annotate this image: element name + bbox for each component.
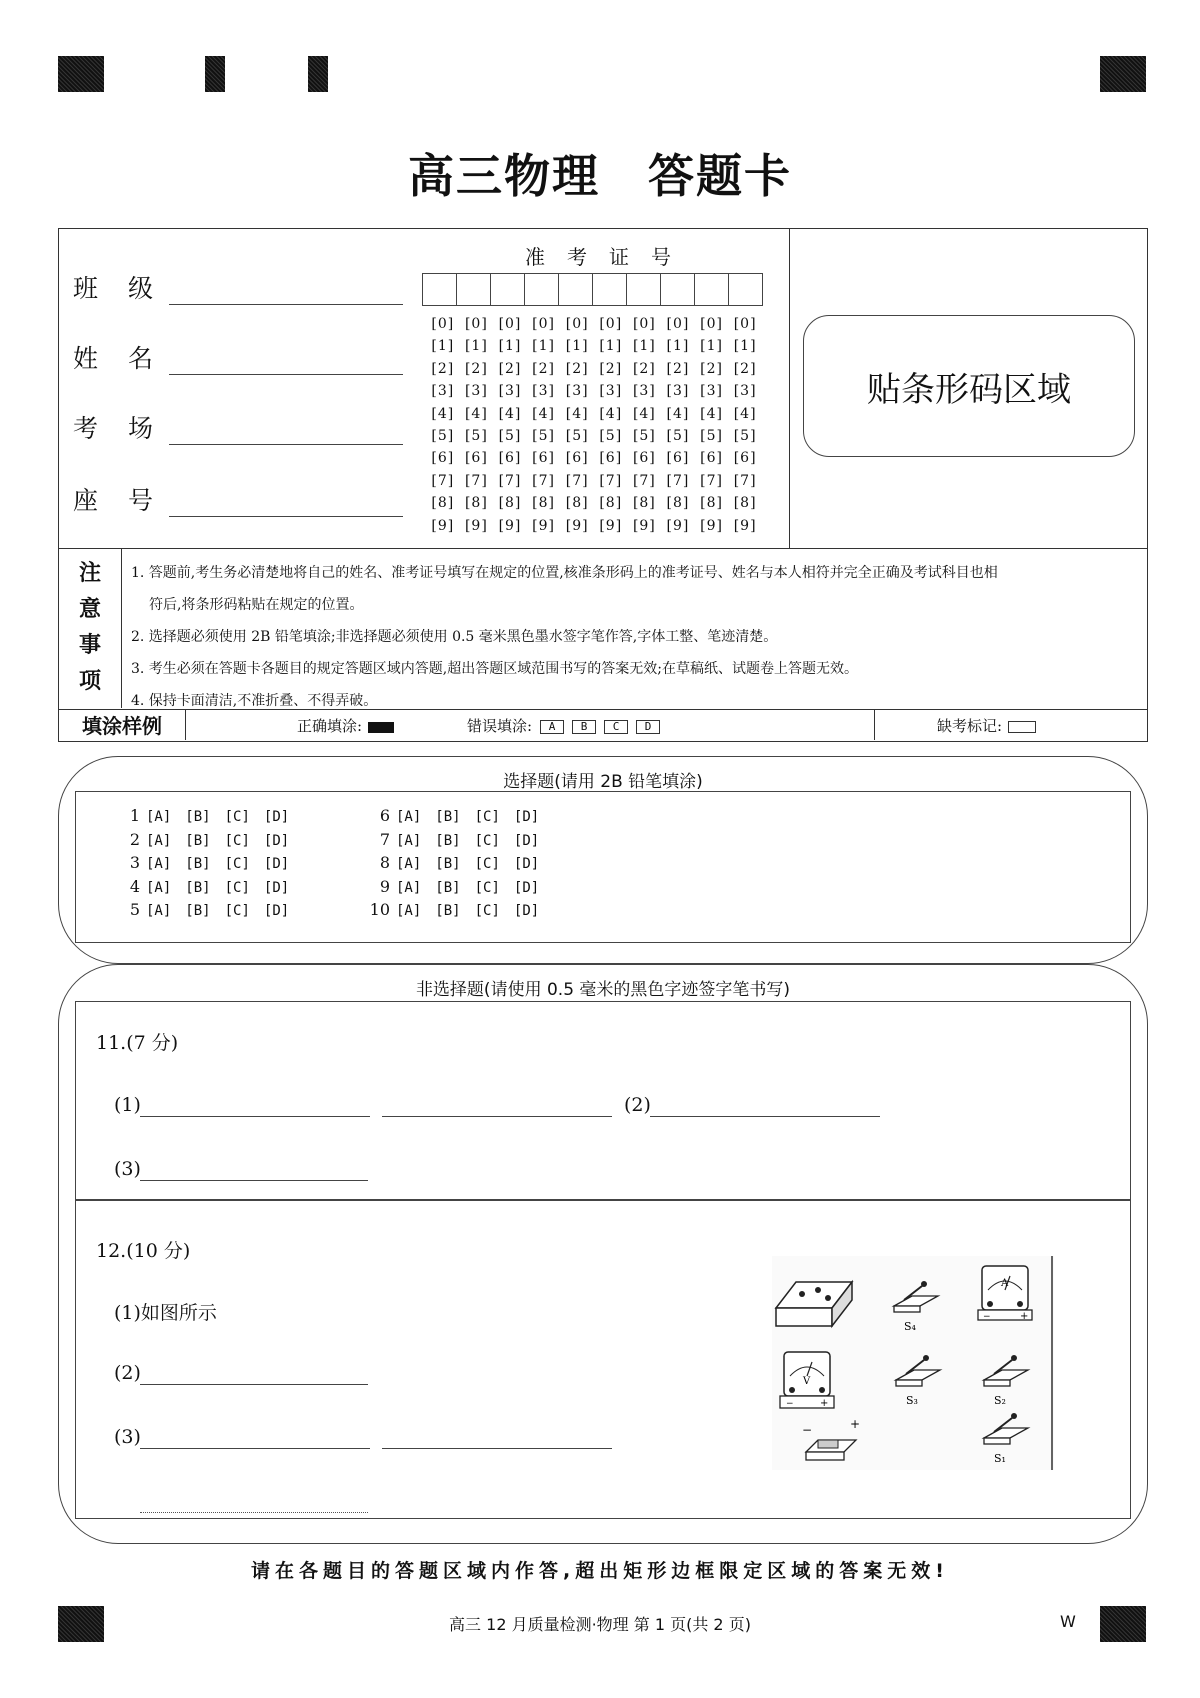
mc-question-row <box>368 829 553 853</box>
exam-number-bubble[interactable]: [6] <box>733 450 757 467</box>
exam-number-bubble[interactable]: [4] <box>431 405 455 422</box>
exam-number-bubble[interactable]: [9] <box>532 517 555 534</box>
mc-question-row <box>118 876 303 900</box>
exam-number-bubble[interactable]: [3] <box>632 383 656 400</box>
header-box <box>58 228 1148 742</box>
registration-mark-3 <box>308 56 328 92</box>
barcode-label: 贴条形码区域 <box>867 369 1071 410</box>
q12-part3-label: (3) <box>114 1426 141 1448</box>
exam-number-bubble[interactable]: [9] <box>700 517 723 534</box>
exam-number-bubble[interactable]: [3] <box>700 383 723 400</box>
exam-number-digit-box[interactable] <box>456 273 491 306</box>
mc-question-row <box>118 852 303 876</box>
mc-option-bubble[interactable]: [D] <box>263 879 290 896</box>
exam-number-bubble[interactable]: [2] <box>532 360 555 377</box>
exam-number-bubble[interactable]: [5] <box>431 427 455 444</box>
notice-item: 3. 考生必须在答题卡各题目的规定答题区域内答题,超出答题区域范围书写的答案无效;在草稿纸、试题卷上答题无效。 <box>131 661 858 677</box>
exam-room-field[interactable] <box>73 409 403 445</box>
mc-option-bubble[interactable]: [B] <box>185 856 211 872</box>
exam-number-bubble[interactable]: [2] <box>666 360 690 377</box>
exam-number-bubble[interactable]: [2] <box>632 360 656 377</box>
exam-number-bubble[interactable]: [5] <box>666 427 690 444</box>
exam-number-bubble[interactable]: [0] <box>532 316 555 332</box>
mc-question-row <box>368 805 553 829</box>
wrong-mark-line: D <box>636 720 660 734</box>
mc-option-bubble[interactable]: [B] <box>435 809 461 825</box>
exam-number-bubble[interactable]: [0] <box>632 316 656 332</box>
exam-number-boxes[interactable] <box>423 273 763 306</box>
ammeter-label: A <box>1001 1278 1009 1289</box>
q11-part3-answer[interactable] <box>140 1180 368 1181</box>
exam-number-bubble[interactable]: [9] <box>498 517 522 534</box>
notice-item: 4. 保持卡面清洁,不准折叠、不得弄破。 <box>131 693 378 709</box>
s3-label: S₃ <box>906 1394 918 1407</box>
exam-number-bubbles[interactable] <box>426 313 762 537</box>
mc-option-bubble[interactable]: [A] <box>396 809 422 825</box>
exam-number-bubble[interactable]: [1] <box>700 338 723 355</box>
fill-sample-label: 填涂样例 <box>59 709 186 740</box>
mc-question-number: 1 <box>129 806 140 825</box>
mc-option-bubble[interactable]: [C] <box>474 903 500 919</box>
exam-number-bubble[interactable]: [9] <box>666 517 690 534</box>
mc-option-bubble[interactable]: [B] <box>435 832 461 849</box>
exam-number-bubble[interactable]: [2] <box>431 360 455 377</box>
wrong-mark-circle: C <box>604 720 628 734</box>
mc-option-bubble[interactable]: [C] <box>474 856 500 872</box>
mc-option-bubble[interactable]: [C] <box>474 809 500 825</box>
q11-part1-label: (1) <box>114 1094 141 1116</box>
mc-option-bubble[interactable]: [A] <box>146 856 172 872</box>
notice-item: 2. 选择题必须使用 2B 铅笔填涂;非选择题必须使用 0.5 毫米黑色墨水签字笔作答,字体工整、笔迹清楚。 <box>131 629 778 645</box>
mc-option-bubble[interactable]: [A] <box>146 903 172 919</box>
mc-question-row <box>118 899 303 923</box>
exam-number-bubble[interactable]: [4] <box>666 405 690 422</box>
ammeter-minus: − <box>983 1312 991 1322</box>
exam-number-digit-box[interactable] <box>592 273 627 306</box>
exam-number-bubble[interactable]: [8] <box>666 495 690 512</box>
exam-number-bubble[interactable]: [2] <box>464 360 488 377</box>
exam-number-bubble[interactable]: [3] <box>464 383 488 400</box>
exam-number-bubble[interactable]: [6] <box>431 450 455 467</box>
exam-number-bubble[interactable]: [8] <box>431 495 455 512</box>
notice-char: 项 <box>78 669 101 694</box>
q12-part1-label: (1)如图所示 <box>114 1302 217 1324</box>
exam-number-bubble[interactable]: [7] <box>666 472 690 489</box>
notice-list <box>131 557 1131 717</box>
mc-question-row <box>368 852 553 876</box>
ammeter-icon <box>978 1266 1032 1322</box>
mc-option-bubble[interactable]: [C] <box>224 856 250 872</box>
exam-number-bubble[interactable]: [8] <box>700 495 723 512</box>
exam-number-bubble[interactable]: [0] <box>565 316 589 332</box>
exam-number-bubble[interactable]: [6] <box>632 450 656 467</box>
exam-number-bubble[interactable]: [8] <box>565 495 589 512</box>
exam-number-bubble[interactable]: [0] <box>498 316 522 332</box>
mc-option-bubble[interactable]: [B] <box>185 809 211 825</box>
page-footer: 高三 12 月质量检测·物理 第 1 页(共 2 页) <box>449 1615 751 1634</box>
mc-option-bubble[interactable]: [C] <box>474 832 500 849</box>
exam-number-digit-box[interactable] <box>558 273 593 306</box>
wrong-mark-check: A <box>540 720 564 734</box>
mc-option-bubble[interactable]: [C] <box>224 903 250 919</box>
mc-option-bubble[interactable]: [C] <box>224 809 250 825</box>
exam-number-bubble[interactable]: [4] <box>565 405 589 422</box>
mc-option-bubble[interactable]: [D] <box>513 856 540 872</box>
exam-number-bubble[interactable]: [6] <box>599 450 623 467</box>
footer-code: W <box>1060 1612 1076 1631</box>
exam-number-bubble[interactable]: [6] <box>565 450 589 467</box>
class-field[interactable] <box>73 269 403 305</box>
exam-number-bubble[interactable]: [9] <box>565 517 589 534</box>
exam-number-bubble[interactable]: [5] <box>498 427 522 444</box>
mc-option-bubble[interactable]: [A] <box>146 879 172 896</box>
multiple-choice-title: 选择题(请用 2B 铅笔填涂) <box>503 772 703 792</box>
exam-number-bubble[interactable]: [7] <box>464 472 488 489</box>
mc-question-number: 2 <box>129 829 140 849</box>
exam-number-bubble[interactable]: [9] <box>733 517 757 534</box>
name-label: 姓名 <box>73 344 184 373</box>
mc-option-bubble[interactable]: [D] <box>513 809 540 825</box>
exam-number-bubble[interactable]: [7] <box>532 472 555 489</box>
exam-number-digit-box[interactable] <box>626 273 661 306</box>
mc-question-row <box>118 829 303 853</box>
exam-number-bubble[interactable]: [0] <box>666 316 690 332</box>
answer-area-warning: 请在各题目的答题区域内作答,超出矩形边框限定区域的答案无效! <box>251 1560 949 1582</box>
q11-part3-label: (3) <box>114 1158 141 1180</box>
exam-number-bubble[interactable]: [3] <box>532 383 555 400</box>
mc-question-number: 4 <box>129 876 140 896</box>
mc-question-number: 5 <box>129 900 140 919</box>
absent-mark-label: 缺考标记: <box>937 717 1003 735</box>
mc-option-bubble[interactable]: [D] <box>513 832 540 849</box>
mc-question-number: 8 <box>379 853 390 872</box>
exam-number-bubble[interactable]: [9] <box>632 517 656 534</box>
page-title <box>0 140 1200 206</box>
exam-number-bubble[interactable]: [7] <box>599 472 623 489</box>
wrong-mark-cross: B <box>572 720 596 734</box>
q11-part1-answer-a[interactable] <box>140 1116 370 1117</box>
seat-field[interactable] <box>73 481 403 517</box>
exam-number-bubble[interactable]: [1] <box>632 338 656 355</box>
voltmeter-label: V <box>803 1376 811 1387</box>
mc-option-bubble[interactable]: [D] <box>263 856 290 872</box>
exam-room-label: 考场 <box>73 414 184 443</box>
mc-question-number: 9 <box>379 876 390 896</box>
exam-number-bubble[interactable]: [5] <box>700 427 723 444</box>
exam-number-bubble[interactable]: [4] <box>632 405 656 422</box>
exam-number-bubble[interactable]: [7] <box>700 472 723 489</box>
mc-option-bubble[interactable]: [A] <box>396 832 422 849</box>
exam-number-bubble[interactable]: [5] <box>532 427 555 444</box>
exam-number-bubble[interactable]: [0] <box>700 316 723 332</box>
rheostat-plus: + <box>850 1417 861 1431</box>
exam-number-bubble[interactable]: [3] <box>599 383 623 400</box>
mc-option-bubble[interactable]: [B] <box>435 856 461 872</box>
exam-number-bubble[interactable]: [3] <box>431 383 455 400</box>
exam-number-bubble[interactable]: [5] <box>464 427 488 444</box>
q12-part2-label: (2) <box>114 1362 141 1384</box>
exam-number-bubble[interactable]: [0] <box>733 316 757 332</box>
notice-item: 1. 答题前,考生务必清楚地将自己的姓名、准考证号填写在规定的位置,核准条形码上的准考证号、姓名与本人相符并完全正确及考试科目也相 <box>131 565 998 581</box>
exam-number-bubble[interactable]: [1] <box>532 338 555 355</box>
exam-number-bubble[interactable]: [8] <box>532 495 555 512</box>
mc-option-bubble[interactable]: [D] <box>513 879 540 896</box>
exam-number-bubble[interactable]: [6] <box>464 450 488 467</box>
exam-number-bubble[interactable]: [8] <box>599 495 623 512</box>
barcode-area <box>803 315 1135 457</box>
mc-option-bubble[interactable]: [B] <box>435 879 461 896</box>
exam-number-bubble[interactable]: [9] <box>464 517 488 534</box>
s1-label: S₁ <box>994 1452 1006 1465</box>
mc-right-column[interactable] <box>368 805 553 923</box>
mc-option-bubble[interactable]: [A] <box>146 809 172 825</box>
wrong-fill <box>467 715 660 736</box>
title-subject: 高三物理 <box>408 149 600 203</box>
mc-option-bubble[interactable]: [A] <box>146 832 172 849</box>
registration-mark-4 <box>1100 56 1146 92</box>
mc-left-column[interactable] <box>118 805 303 923</box>
exam-number-title: 准考证号 <box>525 245 693 269</box>
correct-fill-mark <box>368 722 394 733</box>
exam-number-bubble[interactable]: [0] <box>431 316 455 332</box>
exam-number-bubble[interactable]: [7] <box>431 472 455 489</box>
mc-question-row <box>368 899 553 923</box>
exam-number-bubble[interactable]: [2] <box>565 360 589 377</box>
exam-number-bubble[interactable]: [1] <box>464 338 488 355</box>
q11-part1-answer-b[interactable] <box>382 1116 612 1117</box>
title-card: 答题卡 <box>648 149 792 203</box>
exam-number-bubble[interactable]: [1] <box>565 338 589 355</box>
exam-number-bubble[interactable]: [5] <box>632 427 656 444</box>
mc-question-number: 7 <box>379 829 390 849</box>
mc-option-bubble[interactable]: [D] <box>263 903 290 919</box>
open-question-title: 非选择题(请使用 0.5 毫米的黑色字迹签字笔书写) <box>415 980 791 1000</box>
exam-number-bubble[interactable]: [2] <box>599 360 623 377</box>
exam-number-bubble[interactable]: [9] <box>431 517 455 534</box>
notice-char: 意 <box>78 597 101 622</box>
exam-number-digit-box[interactable] <box>490 273 525 306</box>
exam-number-bubble[interactable]: [1] <box>599 338 623 355</box>
exam-number-bubble[interactable]: [4] <box>464 405 488 422</box>
registration-mark-1 <box>58 56 104 92</box>
s4-label: S₄ <box>904 1320 916 1333</box>
absent-mark-box[interactable] <box>1008 721 1036 733</box>
notice-char: 注 <box>78 561 101 586</box>
exam-number-bubble[interactable]: [4] <box>599 405 623 422</box>
q12-part3-answer-b[interactable] <box>382 1448 612 1449</box>
exam-number-bubble[interactable]: [2] <box>498 360 522 377</box>
q12-header: 12.(10 分) <box>96 1240 191 1262</box>
exam-number-bubble[interactable]: [5] <box>599 427 623 444</box>
mc-question-number: 10 <box>369 900 390 919</box>
exam-number-bubble[interactable]: [7] <box>632 472 656 489</box>
notice-label <box>59 548 122 708</box>
seat-label: 座号 <box>73 486 184 515</box>
mc-option-bubble[interactable]: [C] <box>474 879 500 896</box>
q12-extra-answer[interactable] <box>140 1512 368 1513</box>
class-label: 班级 <box>73 274 184 303</box>
exam-number-digit-box[interactable] <box>728 273 763 306</box>
mc-option-bubble[interactable]: [A] <box>396 856 422 872</box>
name-field[interactable] <box>73 339 403 375</box>
exam-number-bubble[interactable]: [0] <box>599 316 623 332</box>
mc-option-bubble[interactable]: [D] <box>263 809 290 825</box>
exam-number-bubble[interactable]: [8] <box>733 495 757 512</box>
wrong-fill-label: 错误填涂: <box>467 717 533 735</box>
exam-number-bubble[interactable]: [0] <box>464 316 488 332</box>
exam-number-bubble[interactable]: [8] <box>498 495 522 512</box>
q11-header: 11.(7 分) <box>96 1032 179 1054</box>
exam-number-bubble[interactable]: [4] <box>733 405 757 422</box>
q11-box <box>75 1001 1131 1201</box>
exam-number-bubble[interactable]: [3] <box>565 383 589 400</box>
mc-question-number: 3 <box>129 853 140 872</box>
exam-number-bubble[interactable]: [4] <box>700 405 723 422</box>
exam-number-bubble[interactable]: [1] <box>666 338 690 355</box>
mc-option-bubble[interactable]: [B] <box>435 903 461 919</box>
exam-number-bubble[interactable]: [1] <box>733 338 757 355</box>
exam-number-bubble[interactable]: [4] <box>532 405 555 422</box>
notice-item: 符后,将条形码粘贴在规定的位置。 <box>149 597 364 613</box>
exam-number-bubble[interactable]: [6] <box>666 450 690 467</box>
voltmeter-icon <box>780 1352 834 1409</box>
exam-number-bubble[interactable]: [6] <box>532 450 555 467</box>
mc-option-bubble[interactable]: [D] <box>263 832 290 849</box>
exam-number-digit-box[interactable] <box>422 273 457 306</box>
exam-number-bubble[interactable]: [8] <box>464 495 488 512</box>
exam-number-digit-box[interactable] <box>694 273 729 306</box>
absent-mark <box>937 715 1036 736</box>
q11-part2-answer[interactable] <box>650 1116 880 1117</box>
q11-part2-label: (2) <box>624 1094 651 1116</box>
exam-number-bubble[interactable]: [4] <box>498 405 522 422</box>
exam-number-bubble[interactable]: [2] <box>733 360 757 377</box>
rheostat-minus: − <box>802 1423 813 1437</box>
notice-char: 事 <box>78 633 101 658</box>
circuit-components-diagram <box>772 1256 1054 1470</box>
fill-sample-row <box>59 709 1147 740</box>
exam-number-bubble[interactable]: [7] <box>733 472 757 489</box>
mc-option-bubble[interactable]: [A] <box>396 903 422 919</box>
exam-number-bubble[interactable]: [7] <box>498 472 522 489</box>
exam-number-bubble[interactable]: [5] <box>565 427 589 444</box>
exam-number-bubble[interactable]: [7] <box>565 472 589 489</box>
exam-number-bubble[interactable]: [3] <box>733 383 757 400</box>
s2-label: S₂ <box>994 1394 1006 1407</box>
exam-number-bubble[interactable]: [6] <box>700 450 723 467</box>
exam-number-bubble[interactable]: [3] <box>666 383 690 400</box>
exam-number-bubble[interactable]: [3] <box>498 383 522 400</box>
mc-question-row <box>118 805 303 829</box>
exam-number-bubble[interactable]: [1] <box>498 338 522 355</box>
exam-number-bubble[interactable]: [8] <box>632 495 656 512</box>
mc-option-bubble[interactable]: [A] <box>396 879 422 896</box>
exam-number-digit-box[interactable] <box>660 273 695 306</box>
voltmeter-plus: + <box>820 1398 829 1409</box>
exam-number-digit-box[interactable] <box>524 273 559 306</box>
exam-number-bubble[interactable]: [1] <box>431 338 455 355</box>
mc-option-bubble[interactable]: [C] <box>224 879 250 896</box>
mc-option-bubble[interactable]: [C] <box>224 832 250 849</box>
mc-option-bubble[interactable]: [B] <box>185 832 211 849</box>
registration-mark-2 <box>205 56 225 92</box>
exam-number-bubble[interactable]: [5] <box>733 427 757 444</box>
mc-question-row <box>368 876 553 900</box>
ammeter-plus: + <box>1020 1311 1029 1322</box>
mc-question-number: 6 <box>379 806 390 825</box>
exam-number-bubble[interactable]: [9] <box>599 517 623 534</box>
exam-number-bubble[interactable]: [2] <box>700 360 723 377</box>
correct-fill-label: 正确填涂: <box>297 717 363 735</box>
correct-fill <box>297 715 394 736</box>
q12-part2-answer[interactable] <box>140 1384 368 1385</box>
mc-option-bubble[interactable]: [B] <box>185 903 211 919</box>
mc-option-bubble[interactable]: [D] <box>513 903 540 919</box>
exam-number-bubble[interactable]: [6] <box>498 450 522 467</box>
q12-part3-answer-a[interactable] <box>140 1448 370 1449</box>
mc-option-bubble[interactable]: [B] <box>185 879 211 896</box>
voltmeter-minus: − <box>786 1399 794 1409</box>
